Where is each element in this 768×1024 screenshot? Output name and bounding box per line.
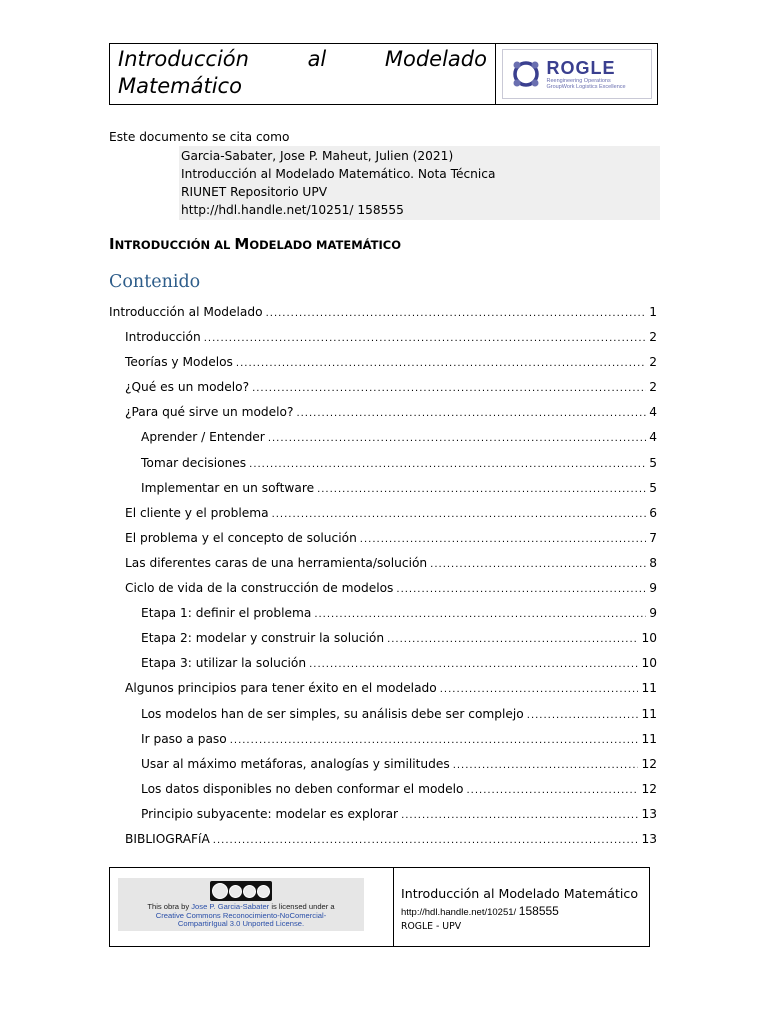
cc-license-badge[interactable] [210, 881, 272, 901]
toc-entry-page: 11 [641, 681, 657, 696]
license-notice [118, 878, 364, 931]
cc-icon [212, 883, 228, 899]
toc-entry-page: 2 [649, 355, 657, 370]
toc-entry-page: 9 [649, 606, 657, 621]
toc-entry-label: Etapa 3: utilizar la solución [141, 656, 307, 671]
toc-entry-label: Ir paso a paso [141, 731, 227, 746]
toc-entry[interactable] [109, 828, 657, 853]
toc-entry-label: Usar al máximo metáforas, analogías y similitudes [141, 756, 450, 771]
toc-leader-dots [396, 579, 646, 601]
toc-entry[interactable] [109, 452, 657, 477]
toc-entry-page: 2 [649, 380, 657, 395]
document-title [110, 44, 496, 104]
sa-icon [257, 885, 270, 898]
toc-leader-dots [268, 428, 646, 450]
footer-title: Introducción al Modelado Matemático [401, 886, 639, 901]
toc-entry-page: 2 [649, 330, 657, 345]
toc-entry[interactable] [109, 803, 657, 828]
citation-line: RIUNET Repositorio UPV [181, 185, 328, 199]
toc-entry-label: Ciclo de vida de la construcción de modelos [125, 581, 394, 596]
toc-entry-label: Aprender / Entender [141, 430, 265, 445]
toc-entry-page: 11 [641, 731, 657, 746]
toc-leader-dots [453, 755, 639, 777]
toc-leader-dots [272, 504, 646, 526]
toc-leader-dots [401, 805, 638, 827]
toc-entry-page: 10 [641, 656, 657, 671]
logo-tagline-1: Reengineering Operations [546, 77, 611, 84]
toc-entry[interactable] [109, 753, 657, 778]
toc-entry-label: Las diferentes caras de una herramienta/solución [125, 555, 428, 570]
author-link[interactable]: Jose P. Garcia-Sabater [191, 902, 270, 911]
toc-entry-page: 5 [649, 480, 657, 495]
toc-entry-label: ¿Qué es un modelo? [125, 380, 250, 395]
section-heading: INTRODUCCIÓN AL MODELADO MATEMÁTICO [109, 235, 401, 253]
title-word-2: al [307, 47, 327, 71]
citation-line: Garcia-Sabater, Jose P. Maheut, Julien (2021) [181, 149, 454, 163]
nc-icon [243, 885, 256, 898]
toc-entry-page: 1 [649, 305, 657, 319]
toc-entry-page: 9 [649, 581, 657, 596]
toc-leader-dots [360, 529, 646, 551]
toc-entry-label: Los datos disponibles no deben conformar el modelo [141, 781, 464, 796]
toc-entry[interactable] [109, 301, 657, 326]
toc-entry[interactable] [109, 602, 657, 627]
toc-entry[interactable] [109, 627, 657, 652]
toc-entry-label: El problema y el concepto de solución [125, 530, 357, 545]
toc-entry-label: ¿Para qué sirve un modelo? [125, 405, 294, 420]
toc-entry[interactable] [109, 527, 657, 552]
logo-name: ROGLE [546, 57, 616, 78]
toc-leader-dots [204, 328, 646, 350]
license-link-cont[interactable]: CompartirIgual 3.0 Unported License. [177, 919, 305, 928]
footer-org: ROGLE - UPV [401, 921, 462, 932]
toc-entry[interactable] [109, 477, 657, 502]
toc-leader-dots [440, 679, 639, 701]
rogle-logo [496, 44, 657, 104]
toc-entry-label: Etapa 2: modelar y construir la solución [141, 631, 385, 646]
citation-block [179, 146, 660, 220]
toc-entry-page: 13 [641, 806, 657, 821]
footer-url: http://hdl.handle.net/10251/ 158555 [401, 904, 559, 918]
toc-entry[interactable] [109, 703, 657, 728]
toc-entry-label: Principio subyacente: modelar es explorar [141, 806, 399, 821]
logo-frame [502, 49, 652, 99]
title-word-1: Introducción [118, 47, 249, 71]
toc-entry-label: Etapa 1: definir el problema [141, 606, 312, 621]
toc-entry-label: BIBLIOGRAFíA [125, 831, 210, 846]
toc-entry[interactable] [109, 351, 657, 376]
toc-entry-page: 7 [649, 530, 657, 545]
contents-heading: Contenido [109, 272, 201, 292]
toc-entry-page: 10 [641, 631, 657, 646]
toc-leader-dots [527, 705, 639, 727]
toc-entry-page: 6 [649, 505, 657, 520]
toc-entry[interactable] [109, 502, 657, 527]
toc-entry-label: Introducción al Modelado [109, 305, 263, 319]
toc-leader-dots [249, 454, 646, 476]
toc-entry-page: 11 [641, 706, 657, 721]
toc-leader-dots [430, 554, 646, 576]
license-link[interactable]: Creative Commons Reconocimiento-NoComercial- [155, 910, 327, 920]
license-line-1: This obra by Jose P. Garcia-Sabater is licensed under a [147, 902, 335, 911]
toc-leader-dots [252, 378, 646, 400]
toc-leader-dots [317, 479, 646, 501]
toc-entry-label: Teorías y Modelos [125, 355, 233, 370]
rogle-ring-icon [509, 57, 543, 91]
toc-leader-dots [309, 654, 638, 676]
toc-entry-label: Los modelos han de ser simples, su análisis debe ser complejo [141, 706, 524, 721]
toc-leader-dots [466, 780, 638, 802]
toc-entry-label: Tomar decisiones [141, 455, 247, 470]
title-word-3: Modelado [384, 47, 487, 71]
toc-entry-label: Introducción [125, 330, 201, 345]
toc-entry[interactable] [109, 401, 657, 426]
toc-leader-dots [213, 830, 639, 852]
toc-entry-label: Algunos principios para tener éxito en el modelado [125, 681, 437, 696]
toc-leader-dots [296, 403, 646, 425]
document-footer [109, 867, 650, 947]
toc-entry[interactable] [109, 577, 657, 602]
toc-entry-page: 5 [649, 455, 657, 470]
title-line-1 [118, 46, 487, 73]
by-icon [229, 885, 242, 898]
toc-entry[interactable] [109, 652, 657, 677]
toc-entry-page: 4 [649, 405, 657, 420]
toc-leader-dots [266, 303, 646, 325]
citation-line: Introducción al Modelado Matemático. Nota Técnica [181, 167, 496, 181]
logo-tagline-2: GroupWork Logistics Excellence [546, 83, 626, 90]
toc-entry[interactable] [109, 426, 657, 451]
toc-entry-label: Implementar en un software [141, 480, 315, 495]
title-line-2: Matemático [118, 74, 242, 98]
toc-entry-page: 13 [641, 831, 657, 846]
table-of-contents [109, 301, 657, 853]
document-header [109, 43, 658, 105]
citation-url: http://hdl.handle.net/10251/ 158555 [181, 203, 404, 217]
toc-leader-dots [230, 730, 639, 752]
toc-leader-dots [314, 604, 646, 626]
toc-entry[interactable] [109, 376, 657, 401]
toc-entry[interactable] [109, 326, 657, 351]
toc-entry-page: 4 [649, 430, 657, 445]
toc-entry[interactable] [109, 728, 657, 753]
toc-entry-label: El cliente y el problema [125, 505, 269, 520]
citation-intro: Este documento se cita como [109, 130, 290, 144]
toc-entry[interactable] [109, 552, 657, 577]
toc-entry[interactable] [109, 677, 657, 702]
toc-entry-page: 12 [641, 781, 657, 796]
toc-entry-page: 8 [649, 555, 657, 570]
toc-leader-dots [387, 629, 638, 651]
toc-entry-page: 12 [641, 756, 657, 771]
toc-leader-dots [236, 353, 646, 375]
toc-entry[interactable] [109, 778, 657, 803]
